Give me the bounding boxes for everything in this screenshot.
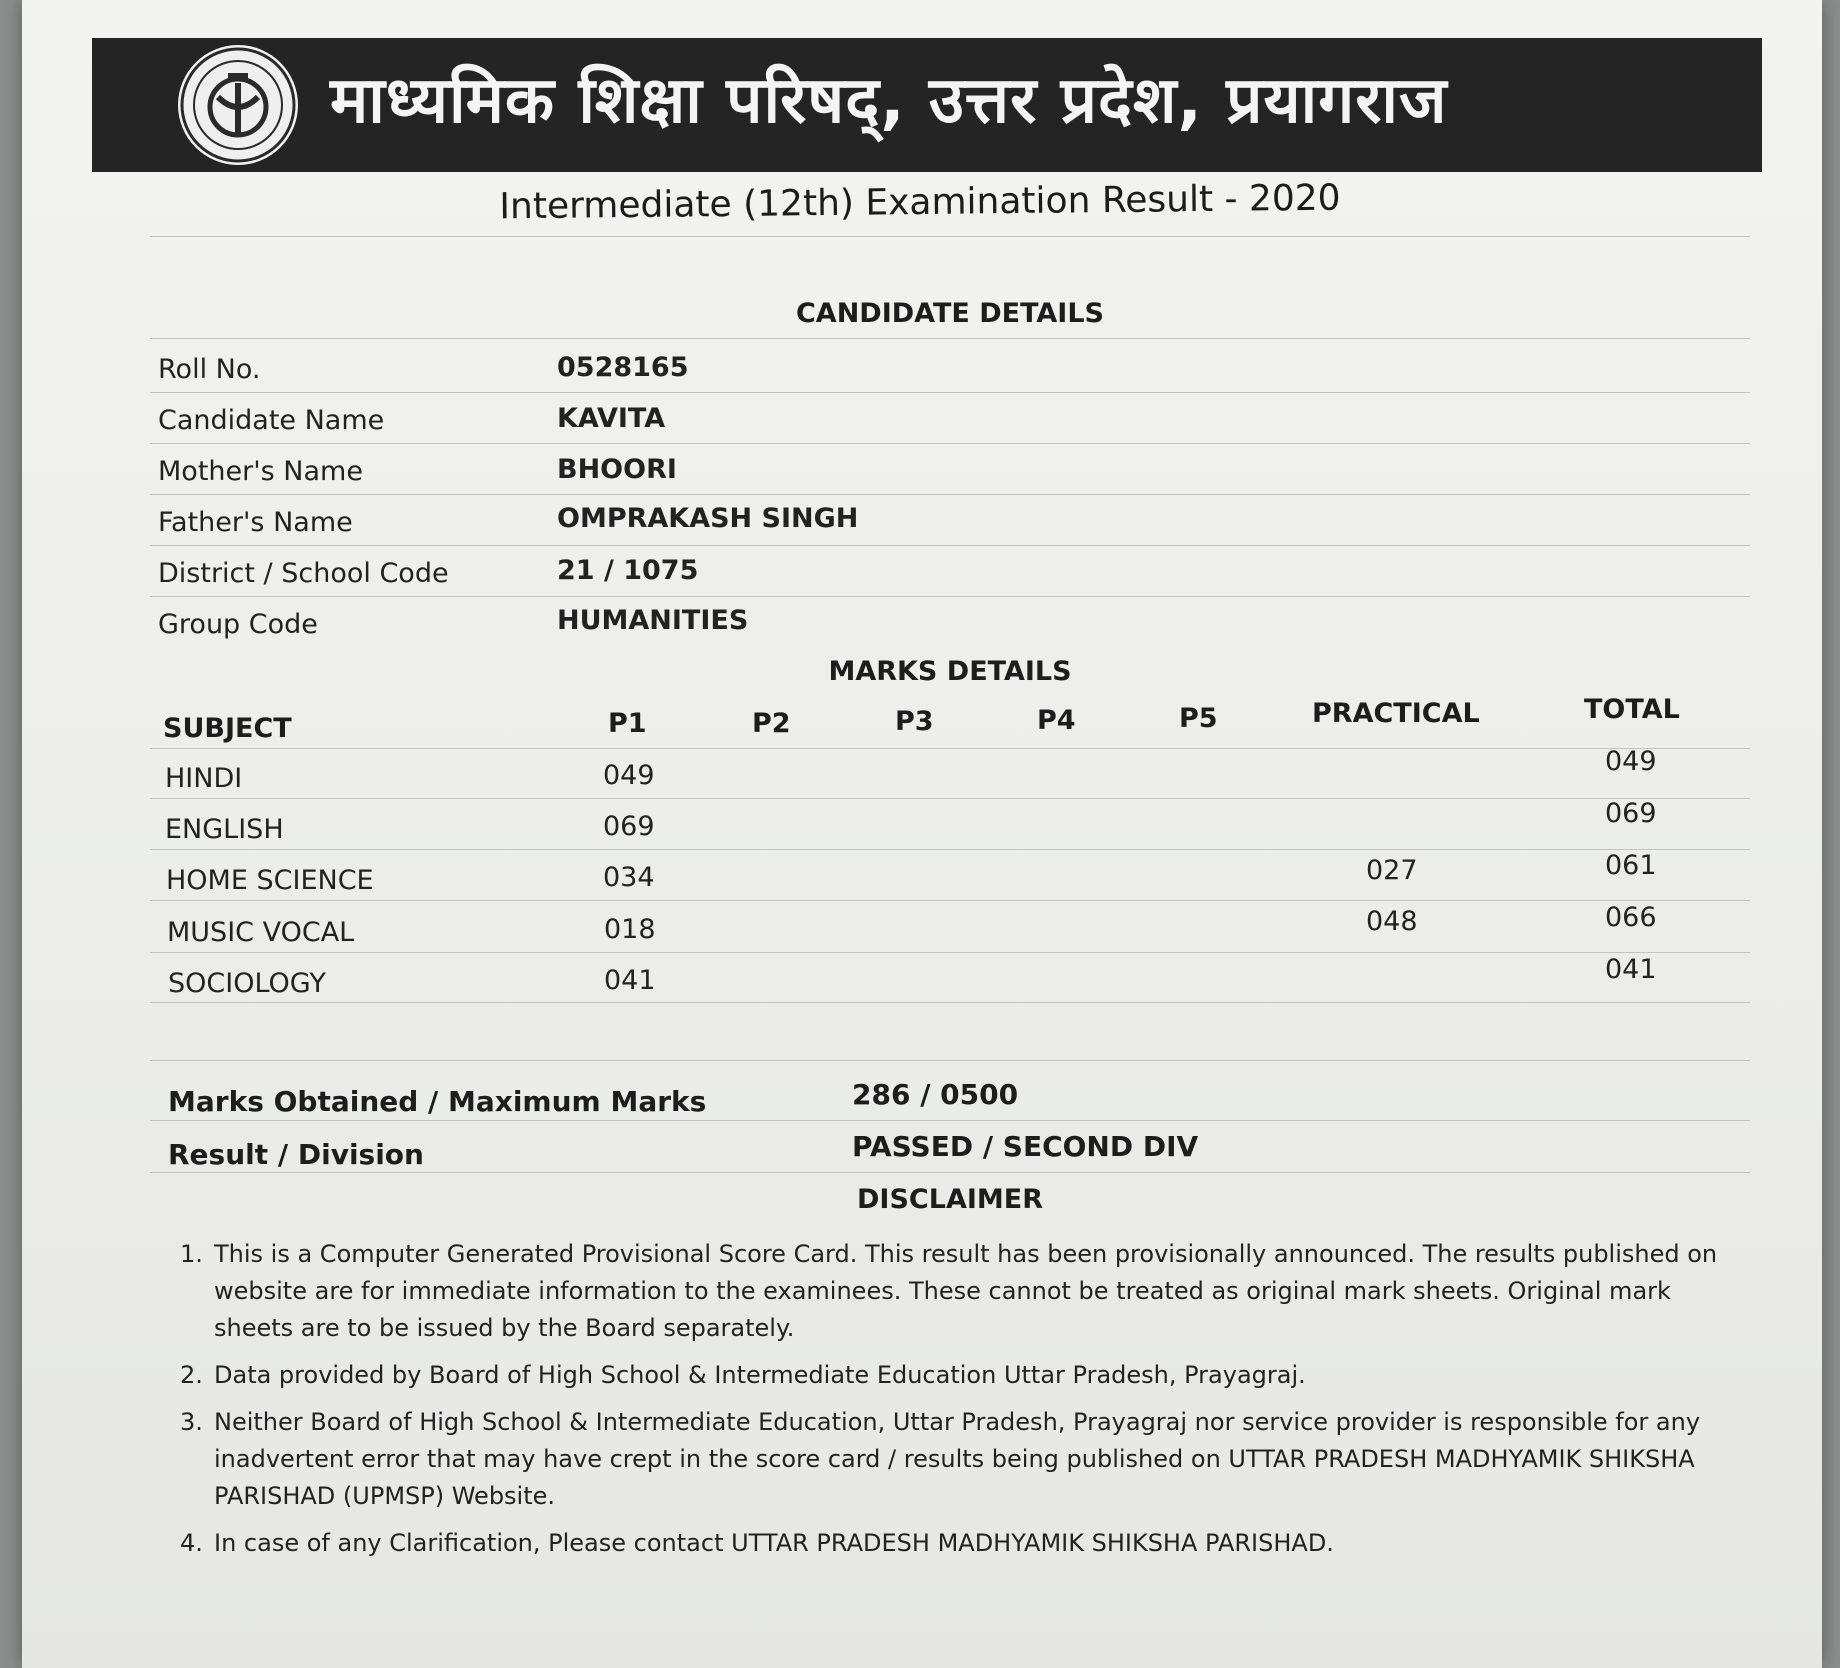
divider — [150, 748, 1750, 749]
marks-obtained-value: 286 / 0500 — [852, 1078, 1019, 1111]
list-item-text: In case of any Clarification, Please contact UTTAR PRADESH MADHYAMIK SHIKSHA PARISHAD. — [214, 1529, 1334, 1557]
total-cell: 049 — [1605, 746, 1657, 777]
divider — [150, 443, 1750, 444]
disclaimer-list — [180, 1236, 1750, 1572]
result-division-value: PASSED / SECOND DIV — [852, 1130, 1199, 1163]
list-item-number: 2. — [180, 1361, 203, 1389]
practical-cell: 027 — [1366, 855, 1418, 886]
p1-cell: 018 — [604, 914, 656, 945]
p1-cell: 041 — [604, 965, 656, 996]
divider — [150, 849, 1750, 850]
divider — [150, 392, 1750, 393]
field-value-mothers-name: BHOORI — [557, 454, 677, 485]
p1-cell: 069 — [603, 811, 655, 842]
list-item-number: 4. — [180, 1529, 203, 1557]
list-item-text: Neither Board of High School & Intermediate Education, Uttar Pradesh, Prayagraj nor service provider is responsible for any inadvertent error that may have crept in the score card / results being published on UTTAR PRADESH MADHYAMIK SHIKSHA PARISHAD (UPMSP) Website. — [214, 1408, 1701, 1510]
field-label-district-school-code: District / School Code — [158, 558, 449, 589]
board-name: माध्यमिक शिक्षा परिषद्, उत्तर प्रदेश, प्रयागराज — [330, 64, 1448, 138]
col-header-p4: P4 — [1037, 705, 1076, 736]
col-header-p5: P5 — [1179, 703, 1218, 734]
disclaimer-heading: DISCLAIMER — [857, 1184, 1043, 1215]
field-value-roll-no: 0528165 — [557, 352, 689, 383]
field-value-group-code: HUMANITIES — [557, 605, 749, 636]
list-item — [180, 1404, 1750, 1515]
field-value-district-school-code: 21 / 1075 — [557, 555, 699, 586]
col-header-practical: PRACTICAL — [1312, 698, 1480, 729]
subject-cell: MUSIC VOCAL — [167, 917, 355, 948]
field-value-candidate-name: KAVITA — [557, 403, 666, 434]
field-label-mothers-name: Mother's Name — [158, 456, 363, 487]
board-emblem-icon — [178, 45, 298, 165]
list-item — [180, 1525, 1750, 1562]
divider — [150, 494, 1750, 495]
divider — [150, 545, 1750, 546]
divider — [150, 1002, 1750, 1003]
p1-cell: 034 — [603, 862, 655, 893]
divider — [150, 1172, 1750, 1173]
marks-details-heading: MARKS DETAILS — [828, 656, 1072, 687]
divider — [150, 1120, 1750, 1121]
divider — [150, 338, 1750, 339]
subject-cell: HOME SCIENCE — [166, 865, 374, 896]
col-header-p2: P2 — [752, 708, 791, 739]
divider — [150, 900, 1750, 901]
field-label-group-code: Group Code — [158, 609, 318, 640]
subject-cell: HINDI — [165, 763, 243, 794]
list-item-text: Data provided by Board of High School & Intermediate Education Uttar Pradesh, Prayagraj. — [214, 1361, 1306, 1389]
marks-obtained-label: Marks Obtained / Maximum Marks — [168, 1085, 707, 1118]
total-cell: 069 — [1605, 798, 1657, 829]
p1-cell: 049 — [603, 760, 655, 791]
field-label-candidate-name: Candidate Name — [158, 405, 385, 436]
subject-cell: ENGLISH — [165, 814, 284, 845]
col-header-total: TOTAL — [1584, 694, 1680, 725]
list-item-text: This is a Computer Generated Provisional Score Card. This result has been provisionally announced. The results published on website are for immediate information to the examinees. These cannot be treated as original mark sheets. Original mark sheets are to be issued by the Board separately. — [214, 1240, 1718, 1342]
list-item-number: 1. — [180, 1240, 203, 1268]
total-cell: 066 — [1605, 902, 1657, 933]
practical-cell: 048 — [1366, 906, 1418, 937]
divider — [150, 1060, 1750, 1061]
total-cell: 061 — [1605, 850, 1657, 881]
list-item — [180, 1357, 1750, 1394]
exam-title: Intermediate (12th) Examination Result - 2020 — [499, 177, 1341, 228]
divider — [150, 952, 1750, 953]
candidate-details-heading: CANDIDATE DETAILS — [795, 298, 1104, 329]
divider — [150, 236, 1750, 237]
list-item-number: 3. — [180, 1408, 203, 1436]
field-value-fathers-name: OMPRAKASH SINGH — [557, 503, 859, 534]
col-header-subject: SUBJECT — [163, 713, 292, 744]
list-item — [180, 1236, 1750, 1347]
divider — [150, 798, 1750, 799]
col-header-p1: P1 — [608, 708, 647, 739]
col-header-p3: P3 — [895, 706, 934, 737]
field-label-fathers-name: Father's Name — [158, 507, 353, 538]
divider — [150, 596, 1750, 597]
result-division-label: Result / Division — [168, 1138, 424, 1171]
subject-cell: SOCIOLOGY — [168, 968, 326, 999]
total-cell: 041 — [1605, 954, 1657, 985]
field-label-roll-no: Roll No. — [158, 354, 261, 385]
